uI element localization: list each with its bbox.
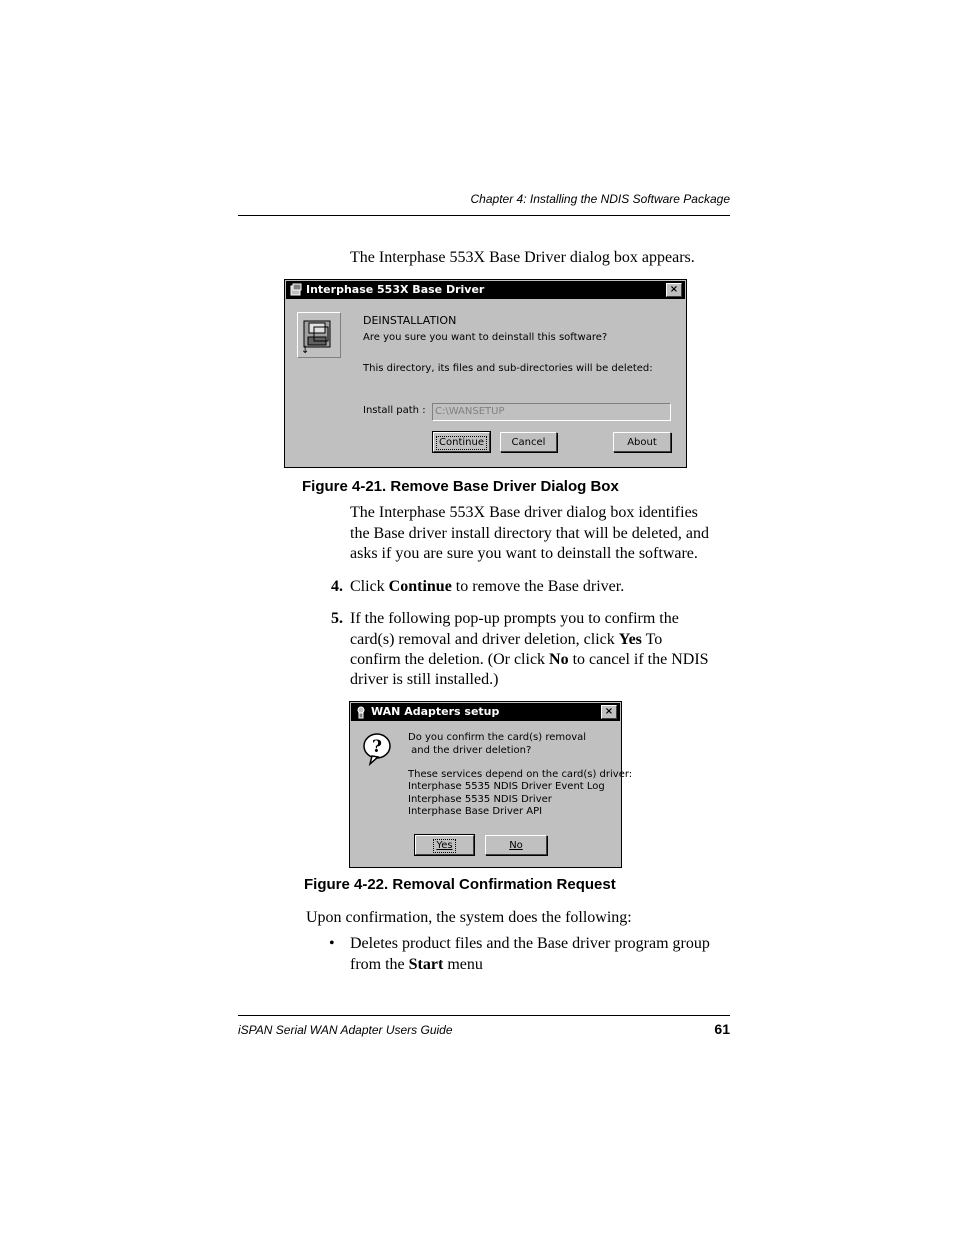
bullet-symbol: •	[329, 935, 335, 952]
step-5-line-3-pre: confirm the deletion. (Or click	[350, 651, 550, 668]
step-5-number: 5.	[331, 610, 343, 627]
description-line-1: The Interphase 553X Base driver dialog box identifies	[350, 504, 698, 521]
bullet-line-1: Deletes product files and the Base driver program group	[350, 935, 710, 952]
yes-label: Yes	[436, 840, 453, 851]
step-5-line-2-pre: card(s) removal and driver deletion, click	[350, 631, 619, 648]
service-item: Interphase Base Driver API	[408, 806, 543, 817]
header-rule	[238, 215, 730, 216]
dialog-title: WAN Adapters setup	[371, 705, 500, 718]
bullet-line-2-bold: Start	[408, 956, 444, 973]
step-4-number: 4.	[331, 578, 343, 595]
wan-adapters-dialog	[349, 701, 633, 868]
step-4-text	[350, 577, 624, 597]
cancel-button[interactable]	[500, 432, 557, 452]
continue-button[interactable]	[433, 432, 490, 452]
confirm-question-line-2: and the driver deletion?	[408, 745, 532, 756]
bullet-line-2-post: menu	[443, 956, 483, 973]
window-icon	[354, 705, 368, 719]
about-label: About	[627, 437, 657, 448]
description-line-2: the Base driver install directory that will be deleted, and	[350, 525, 709, 542]
figure-4-22-caption: Figure 4-22. Removal Confirmation Request	[304, 876, 616, 893]
svg-text:?: ?	[372, 737, 382, 757]
dialog-titlebar[interactable]	[351, 703, 620, 721]
service-item: Interphase 5535 NDIS Driver	[408, 794, 552, 805]
step-4-pre: Click	[350, 578, 389, 595]
disk-icon	[297, 312, 341, 358]
step-5-line-1: If the following pop-up prompts you to confirm the	[350, 610, 679, 627]
question-icon	[362, 732, 394, 766]
install-path-label: Install path :	[363, 405, 426, 416]
close-icon[interactable]: ×	[601, 705, 617, 719]
bullet-line-2	[350, 955, 483, 975]
page-number: 61	[714, 1021, 730, 1037]
base-driver-dialog	[284, 279, 687, 468]
service-item: Interphase 5535 NDIS Driver Event Log	[408, 781, 605, 792]
close-icon[interactable]: ×	[666, 283, 682, 297]
dialog-titlebar[interactable]	[286, 281, 685, 299]
step-5-line-4: driver is still installed.)	[350, 671, 499, 688]
step-5-line-2	[350, 630, 662, 650]
description-line-3: asks if you are sure you want to deinstall the software.	[350, 545, 698, 562]
no-label: No	[509, 840, 523, 851]
step-5-line-3	[350, 650, 709, 670]
continue-label: Continue	[439, 437, 484, 448]
intro-text: The Interphase 553X Base Driver dialog box appears.	[350, 249, 695, 266]
step-5-line-3-bold: No	[549, 651, 569, 668]
dialog-title: Interphase 553X Base Driver	[306, 283, 485, 296]
step-5-line-2-post: To	[641, 631, 663, 648]
no-button[interactable]	[485, 835, 547, 855]
step-5-line-2-bold: Yes	[618, 631, 642, 648]
step-4-bold: Continue	[388, 578, 452, 595]
confirm-question-line-1: Do you confirm the card(s) removal	[408, 732, 587, 743]
svg-text:↓: ↓	[301, 345, 310, 356]
services-intro: These services depend on the card(s) driver:	[408, 769, 633, 780]
bullet-line-2-pre: from the	[350, 956, 409, 973]
footer-rule	[238, 1015, 730, 1016]
about-button[interactable]	[613, 432, 671, 452]
figure-4-21-caption: Figure 4-21. Remove Base Driver Dialog Box	[302, 478, 619, 495]
window-icon	[289, 283, 303, 297]
install-path-field[interactable]: C:\WANSETUP	[432, 403, 671, 421]
footer-guide-title: iSPAN Serial WAN Adapter Users Guide	[238, 1023, 453, 1037]
step-5-line-3-post: to cancel if the NDIS	[568, 651, 709, 668]
deinstall-heading: DEINSTALLATION	[363, 314, 457, 327]
delete-warning: This directory, its files and sub-directories will be deleted:	[363, 363, 653, 374]
cancel-label: Cancel	[511, 437, 546, 448]
running-header: Chapter 4: Installing the NDIS Software Package	[470, 192, 730, 206]
deinstall-question: Are you sure you want to deinstall this software?	[363, 332, 608, 343]
step-4-post: to remove the Base driver.	[451, 578, 625, 595]
confirmation-intro: Upon confirmation, the system does the following:	[306, 909, 632, 926]
yes-button[interactable]	[415, 835, 474, 855]
